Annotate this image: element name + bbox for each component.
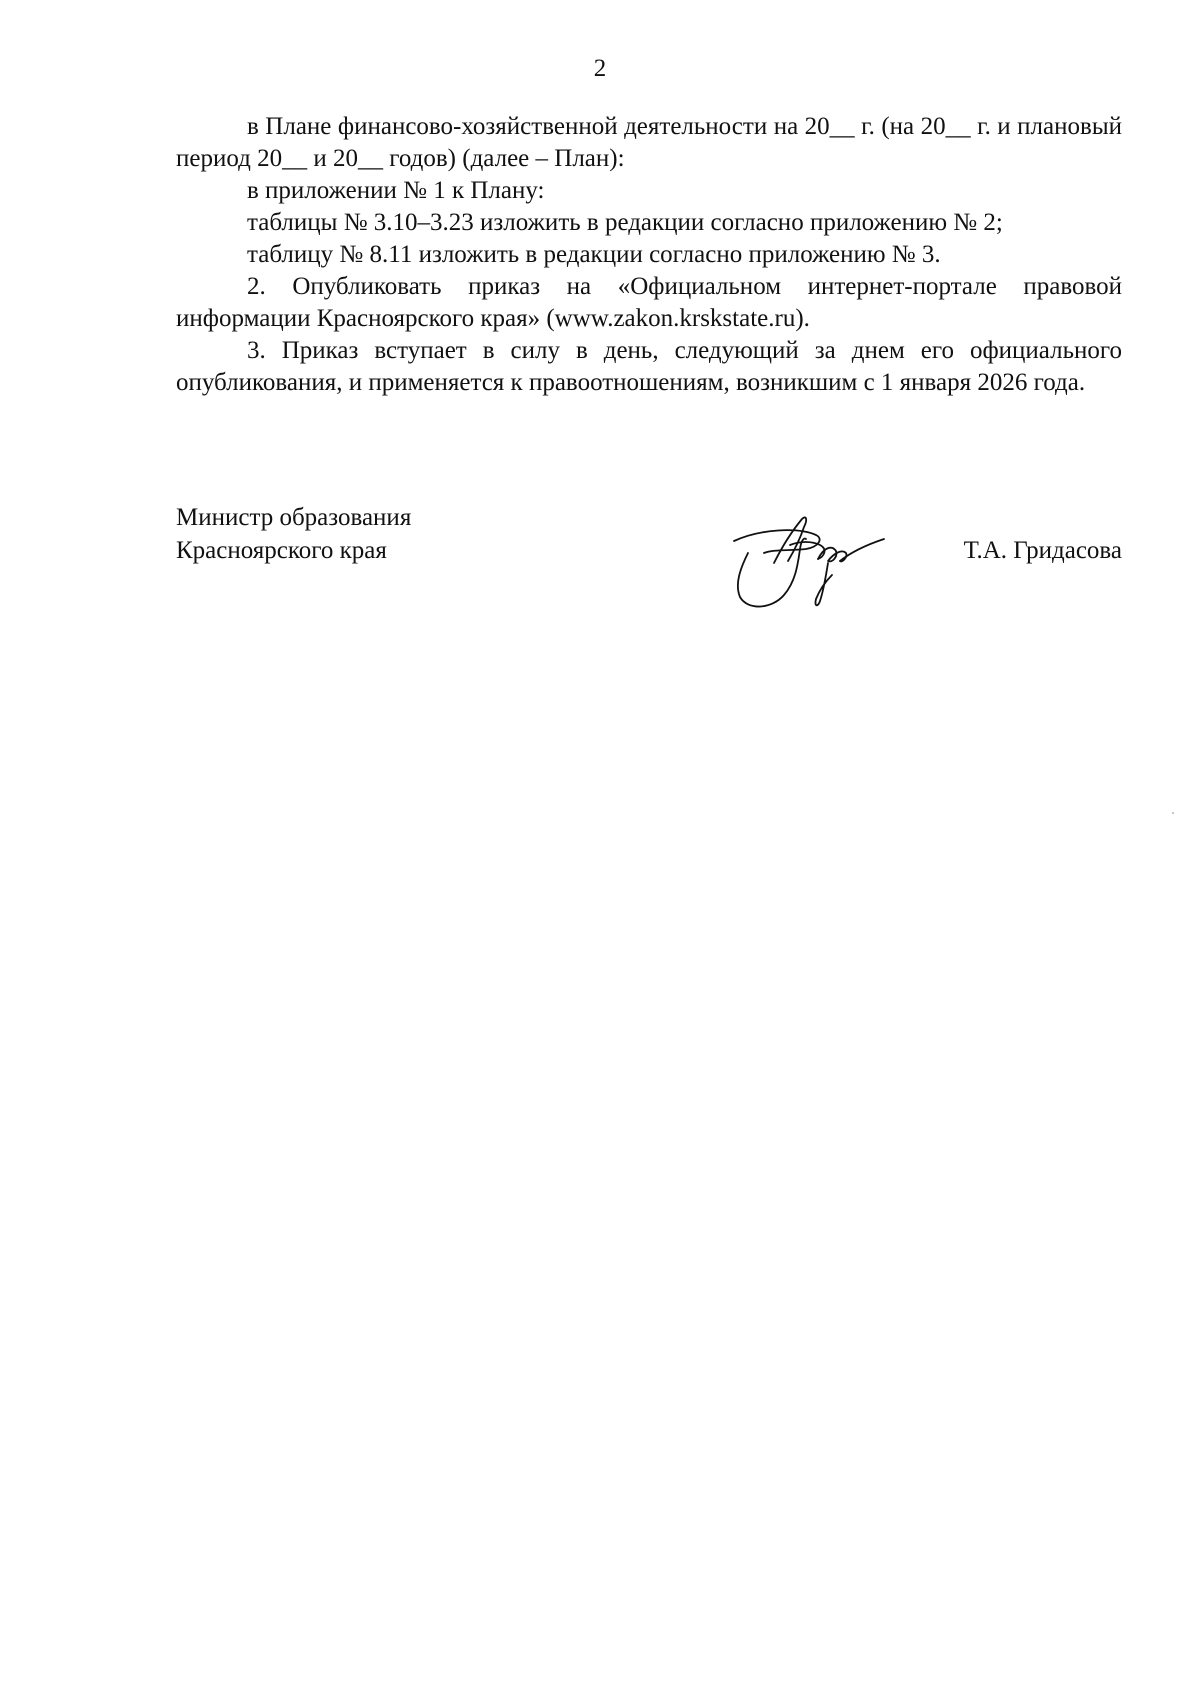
signer-name: Т.А. Гридасова xyxy=(963,537,1122,564)
paragraph-publish: 2. Опубликовать приказ на «Официальном интернет-портале правовой информации Красноярского края» (www.zakon.krskstate.ru). xyxy=(176,273,1122,332)
page-number: 2 xyxy=(593,55,607,82)
scan-artifact xyxy=(1172,812,1174,814)
position-line-1: Министр образования xyxy=(176,504,412,531)
paragraph-plan: в Плане финансово-хозяйственной деятельности на 20__ г. (на 20__ г. и плановый период 20__ и 20__ годов) (далее – План): xyxy=(176,113,1122,172)
paragraph-tables: таблицы № 3.10–3.23 изложить в редакции согласно приложению № 2; xyxy=(247,209,1003,236)
handwritten-signature xyxy=(720,505,900,615)
paragraph-table-8-11: таблицу № 8.11 изложить в редакции согласно приложению № 3. xyxy=(247,241,941,268)
paragraph-appendix: в приложении № 1 к Плану: xyxy=(247,177,545,204)
paragraph-effective-date: 3. Приказ вступает в силу в день, следующий за днем его официального опубликования, и применяется к правоотношениям, возникшим с 1 января 2026 года. xyxy=(176,337,1122,396)
signatory-position xyxy=(176,501,411,567)
position-line-2: Красноярского края xyxy=(176,537,387,564)
document-body xyxy=(176,111,1122,399)
